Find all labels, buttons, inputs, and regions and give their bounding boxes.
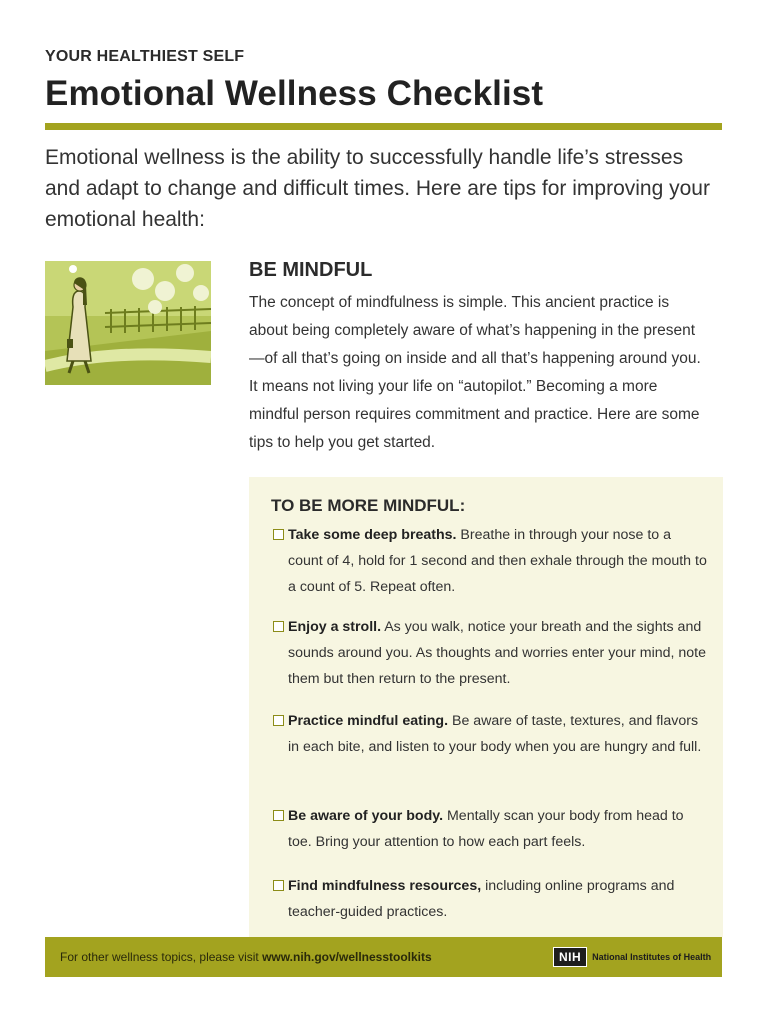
section-body: The concept of mindfulness is simple. This ancient practice is about being completely aware of what’s happening in the present—of all that’s going on inside and all that’s happening around you. It means not living your life on “autopilot.” Becoming a more mindful person requires commitment and practice. Here are some tips to help you get started. [249, 294, 701, 451]
title-rule [45, 123, 722, 130]
footer-bar [45, 937, 722, 977]
tip-item [273, 522, 709, 600]
nih-logo: NIH [553, 947, 587, 967]
tip-lead: Find mindfulness resources, [288, 878, 482, 894]
footer-text: For other wellness topics, please visit www.nih.gov/wellnesstoolkits [60, 950, 432, 964]
nih-logo-block [553, 947, 711, 967]
checkbox-icon[interactable] [273, 810, 284, 821]
kicker: YOUR HEALTHIEST SELF [45, 48, 245, 65]
tip-lead: Practice mindful eating. [288, 713, 449, 729]
tips-title: TO BE MORE MINDFUL: [271, 496, 466, 515]
checkbox-icon[interactable] [273, 715, 284, 726]
walking-woman-illustration [45, 261, 211, 385]
tip-text: Mentally scan your body from head to toe. Bring your attention to how each part feels. [288, 808, 684, 850]
checkbox-icon[interactable] [273, 880, 284, 891]
tip-lead: Enjoy a stroll. [288, 619, 382, 635]
tip-item [273, 873, 709, 925]
tip-text: As you walk, notice your breath and the sights and sounds around you. As thoughts and worries enter your mind, note them but then return to the present. [288, 619, 706, 687]
tip-text: Be aware of taste, textures, and flavors in each bite, and listen to your body when you are hungry and full. [288, 713, 702, 755]
tip-item [273, 803, 709, 855]
tip-text: Breathe in through your nose to a count of 4, hold for 1 second and then exhale through the mouth to a count of 5. Repeat often. [288, 527, 707, 595]
intro-paragraph: Emotional wellness is the ability to successfully handle life’s stresses and adapt to change and difficult times. Here are tips for improving your emotional health: [45, 146, 710, 231]
nih-org-name: National Institutes of Health [592, 952, 712, 962]
page-title: Emotional Wellness Checklist [45, 74, 544, 113]
tip-item [273, 708, 709, 760]
tip-text: including online programs and teacher-guided practices. [288, 878, 675, 920]
section-title: BE MINDFUL [249, 259, 373, 281]
tip-item [273, 614, 709, 692]
tips-box [249, 477, 723, 937]
tip-lead: Take some deep breaths. [288, 527, 457, 543]
footer-link[interactable]: www.nih.gov/wellnesstoolkits [262, 950, 432, 964]
tip-lead: Be aware of your body. [288, 808, 444, 824]
checkbox-icon[interactable] [273, 621, 284, 632]
checkbox-icon[interactable] [273, 529, 284, 540]
